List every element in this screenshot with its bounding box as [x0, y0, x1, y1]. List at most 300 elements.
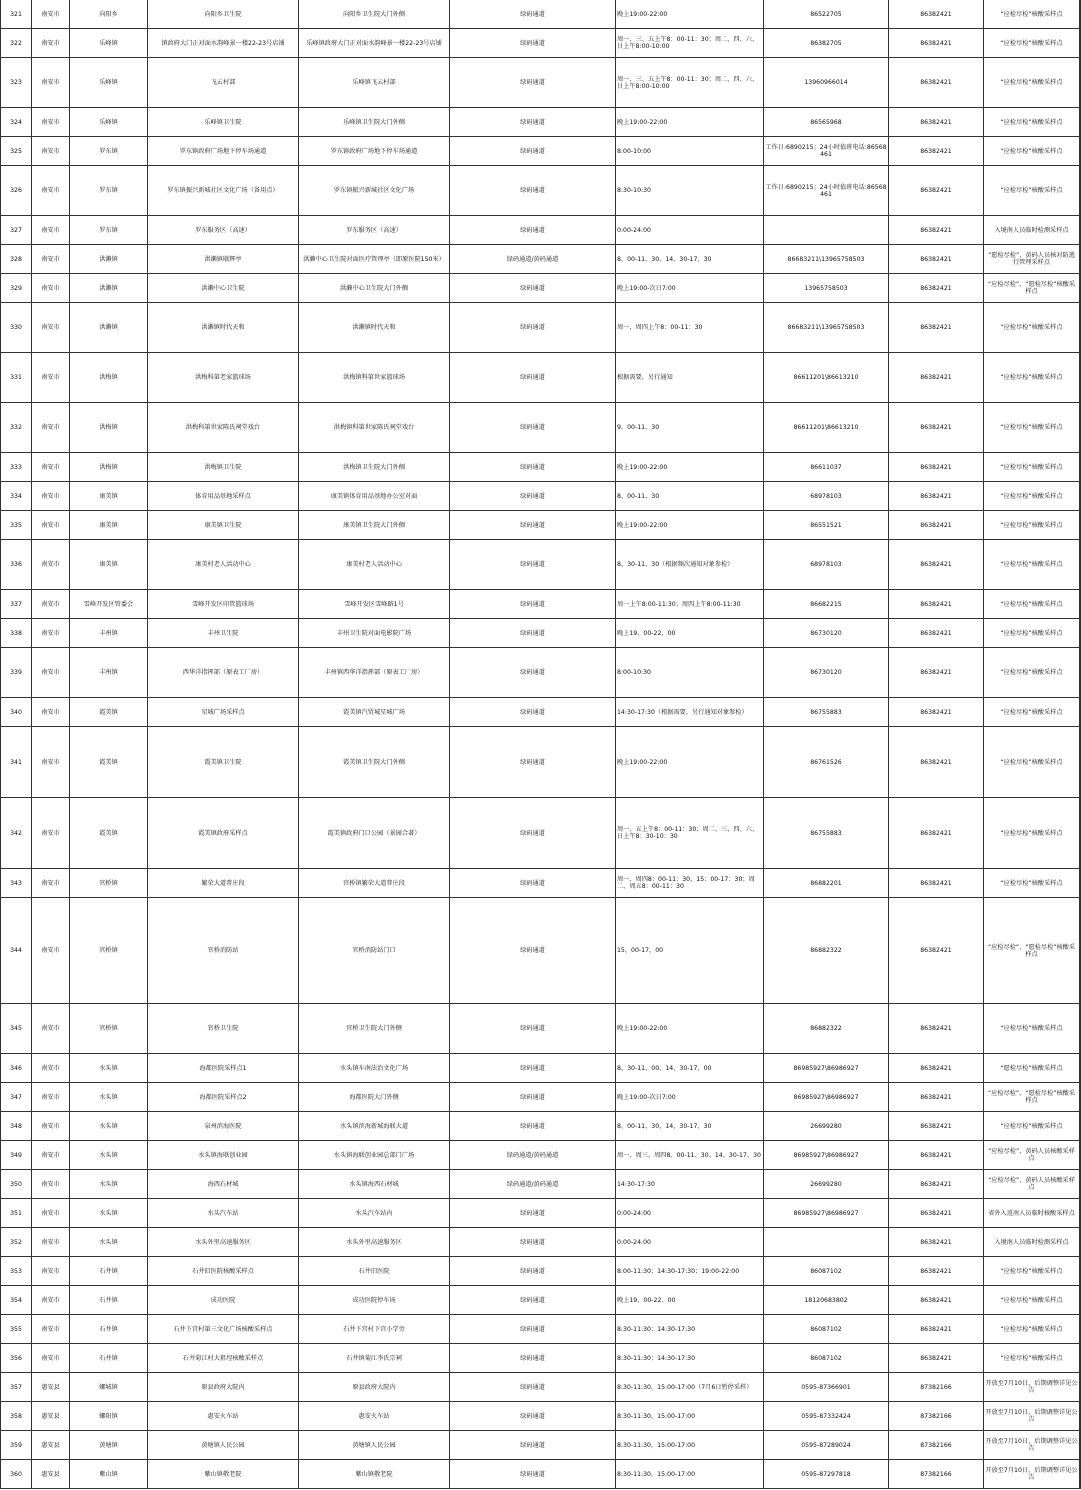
table-row [1, 727, 1081, 798]
city-cell: 南安市 [32, 1257, 70, 1286]
row-number: 351 [1, 1199, 32, 1228]
row-number: 347 [1, 1083, 32, 1112]
table-row [1, 798, 1081, 869]
phone-cell: 工作日:6890215；24小时值班电话:86568461 [764, 166, 889, 216]
row-number: 340 [1, 698, 32, 727]
site-name-cell: 洪濑镇时代天和 [148, 303, 299, 353]
sampling-mode-cell [1080, 1373, 1081, 1402]
channel-cell: 绿码通道 [450, 648, 616, 698]
table-row [1, 590, 1081, 619]
site-type-cell: “应检尽检”核酸采样点 [984, 1257, 1080, 1286]
site-name-cell: 康美村老人活动中心 [148, 540, 299, 590]
address-cell: 丰州卫生院对面电影院广场 [299, 619, 450, 648]
city-cell: 南安市 [32, 403, 70, 453]
channel-cell: 绿码通道 [450, 1315, 616, 1344]
city-cell: 南安市 [32, 1112, 70, 1141]
row-number: 322 [1, 29, 32, 58]
address-cell: 乐峰镇飞云村部 [299, 58, 450, 108]
row-number: 337 [1, 590, 32, 619]
town-cell: 紫山镇 [70, 1460, 148, 1489]
address-cell: 洪梅镇卫生院大门外侧 [299, 453, 450, 482]
site-type-cell: “应检尽检”核酸采样点 [984, 698, 1080, 727]
city-cell: 南安市 [32, 137, 70, 166]
site-name-cell: 康美镇卫生院 [148, 511, 299, 540]
phone-cell: 86683211\13965758503 [764, 303, 889, 353]
table-row [1, 648, 1081, 698]
table-row [1, 1170, 1081, 1199]
phone-cell: 86382705 [764, 29, 889, 58]
phone-cell: 26699280 [764, 1170, 889, 1199]
town-cell: 石井镇 [70, 1257, 148, 1286]
site-name-cell: 雪峰开发区印管篮球场 [148, 590, 299, 619]
supervision-phone-cell: 86382421 [889, 453, 984, 482]
town-cell: 水头镇 [70, 1141, 148, 1170]
site-type-cell: “应检尽检”核酸采样点 [984, 58, 1080, 108]
town-cell: 螺城镇 [70, 1373, 148, 1402]
site-name-cell: 洪濑镇联辉亭 [148, 245, 299, 274]
supervision-phone-cell: 87382166 [889, 1373, 984, 1402]
address-cell: 紫山镇敬老院 [299, 1460, 450, 1489]
table-row [1, 303, 1081, 353]
row-number: 329 [1, 274, 32, 303]
hours-cell: 8:30-11:30，15:00-17:00 [616, 1402, 764, 1431]
table-row [1, 698, 1081, 727]
supervision-phone-cell: 86382421 [889, 353, 984, 403]
hours-cell: 晚上19:00-22:00 [616, 727, 764, 798]
hours-cell: 14:30-17:30 [616, 1170, 764, 1199]
sampling-mode-cell [1080, 727, 1081, 798]
address-cell: 水头镇车南法治文化广场 [299, 1054, 450, 1083]
town-cell: 康美镇 [70, 482, 148, 511]
address-cell: 洪濑中心卫生院大门外侧 [299, 274, 450, 303]
row-number: 343 [1, 869, 32, 898]
site-type-cell: “应检尽检”核酸采样点 [984, 798, 1080, 869]
site-name-cell: 繁荣大道普庄段 [148, 869, 299, 898]
sampling-mode-cell [1080, 453, 1081, 482]
table-row [1, 0, 1081, 29]
hours-cell: 晚上19:00-22:00 [616, 108, 764, 137]
sampling-mode-cell [1080, 353, 1081, 403]
hours-cell: 8:30-11:30；14:30-17:30 [616, 1315, 764, 1344]
sampling-mode-cell [1080, 1228, 1081, 1257]
channel-cell: 绿码通道 [450, 1431, 616, 1460]
site-name-cell: 水头外里高速服务区 [148, 1228, 299, 1257]
town-cell: 雪峰开发区管委会 [70, 590, 148, 619]
address-cell: 海都医院大门外侧 [299, 1083, 450, 1112]
site-name-cell: 泉州滨海医院 [148, 1112, 299, 1141]
table-row [1, 511, 1081, 540]
address-cell: 官桥消防站门口 [299, 898, 450, 1004]
hours-cell: 根据需要，另行通知 [616, 353, 764, 403]
phone-cell: 86087102 [764, 1257, 889, 1286]
site-type-cell: “应检尽检”核酸采样点 [984, 648, 1080, 698]
city-cell: 南安市 [32, 216, 70, 245]
sampling-mode-cell [1080, 274, 1081, 303]
sampling-mode-cell [1080, 1460, 1081, 1489]
phone-cell: 0595-87289024 [764, 1431, 889, 1460]
row-number: 331 [1, 353, 32, 403]
table-row [1, 1228, 1081, 1257]
phone-cell: 86882201 [764, 869, 889, 898]
town-cell: 丰州镇 [70, 619, 148, 648]
town-cell: 乐峰镇 [70, 108, 148, 137]
site-name-cell: 水头汽车站 [148, 1199, 299, 1228]
town-cell: 丰州镇 [70, 648, 148, 698]
address-cell: 罗东服务区（高速） [299, 216, 450, 245]
city-cell: 南安市 [32, 166, 70, 216]
channel-cell: 绿码通道 [450, 1286, 616, 1315]
site-type-cell: “应检尽检”核酸采样点 [984, 137, 1080, 166]
hours-cell: 8、00-11、30、14、30-17、30 [616, 245, 764, 274]
city-cell: 南安市 [32, 1315, 70, 1344]
hours-cell: 15、00-17、00 [616, 898, 764, 1004]
supervision-phone-cell: 86382421 [889, 727, 984, 798]
sampling-mode-cell [1080, 1315, 1081, 1344]
channel-cell: 绿码通道 [450, 1344, 616, 1373]
table-row [1, 1141, 1081, 1170]
row-number: 360 [1, 1460, 32, 1489]
town-cell: 洪濑镇 [70, 274, 148, 303]
row-number: 353 [1, 1257, 32, 1286]
supervision-phone-cell: 86382421 [889, 1054, 984, 1083]
phone-cell: 26699280 [764, 1112, 889, 1141]
site-type-cell: “应检尽检”、黄码人员核酸采样点 [984, 1141, 1080, 1170]
channel-cell: 绿码通道 [450, 453, 616, 482]
sampling-mode-cell [1080, 898, 1081, 1004]
table-row [1, 108, 1081, 137]
table-row [1, 1460, 1081, 1489]
site-type-cell: “愿检尽检”、黄码人员核对防逃行管理采样点 [984, 245, 1080, 274]
channel-cell: 绿码通道 [450, 1460, 616, 1489]
site-type-cell: 开放至7月10日，后期调整详见公告 [984, 1402, 1080, 1431]
sampling-mode-cell [1080, 108, 1081, 137]
row-number: 336 [1, 540, 32, 590]
sampling-mode-cell [1080, 1054, 1081, 1083]
hours-cell: 周一、五上午8：00-11：30；周二、三、四、六、日上午8：30-10：30 [616, 798, 764, 869]
hours-cell: 8、30-11、30（根据频次通知对象参检） [616, 540, 764, 590]
sampling-mode-cell [1080, 303, 1081, 353]
city-cell: 南安市 [32, 1054, 70, 1083]
town-cell: 官桥镇 [70, 869, 148, 898]
town-cell: 洪濑镇 [70, 245, 148, 274]
address-cell: 乐峰镇政府大门正对面水韵峰景一楼22-23号店铺 [299, 29, 450, 58]
hours-cell: 8:00-10:30 [616, 648, 764, 698]
phone-cell: 68978103 [764, 482, 889, 511]
address-cell: 惠安火车站 [299, 1402, 450, 1431]
address-cell: 丰州镇西华洋指挥部（原表工厂房） [299, 648, 450, 698]
supervision-phone-cell: 86382421 [889, 137, 984, 166]
hours-cell: 8:00-10:00 [616, 137, 764, 166]
site-name-cell: 黄塘镇人民公园 [148, 1431, 299, 1460]
address-cell: 雪峰开发区雪峰路1号 [299, 590, 450, 619]
city-cell: 南安市 [32, 1004, 70, 1054]
supervision-phone-cell: 86382421 [889, 1083, 984, 1112]
phone-cell: 86611201\86613210 [764, 353, 889, 403]
row-number: 341 [1, 727, 32, 798]
city-cell: 南安市 [32, 698, 70, 727]
address-cell: 官桥卫生院大门外侧 [299, 1004, 450, 1054]
site-name-cell: 海都医院采样点2 [148, 1083, 299, 1112]
site-name-cell: 紫山镇敬老院 [148, 1460, 299, 1489]
supervision-phone-cell: 86382421 [889, 1228, 984, 1257]
supervision-phone-cell: 86382421 [889, 1141, 984, 1170]
table-row [1, 453, 1081, 482]
row-number: 321 [1, 0, 32, 29]
address-cell: 原县政府大院内 [299, 1373, 450, 1402]
channel-cell: 绿码通道 [450, 798, 616, 869]
site-name-cell: 洪梅科第世家陈氏祠堂戏台 [148, 403, 299, 453]
phone-cell: 86985927\86986927 [764, 1083, 889, 1112]
row-number: 355 [1, 1315, 32, 1344]
sampling-mode-cell [1080, 698, 1081, 727]
address-cell: 水头镇滨海新城海联大道 [299, 1112, 450, 1141]
channel-cell: 绿码通道/黄码通道 [450, 1141, 616, 1170]
site-type-cell: “应检尽检”、“愿检尽检”核酸采样点 [984, 1083, 1080, 1112]
supervision-phone-cell: 86382421 [889, 1257, 984, 1286]
city-cell: 南安市 [32, 274, 70, 303]
row-number: 345 [1, 1004, 32, 1054]
phone-cell: 86882322 [764, 1004, 889, 1054]
city-cell: 惠安县 [32, 1373, 70, 1402]
site-name-cell: 海西石材城 [148, 1170, 299, 1199]
site-type-cell: “应检尽检”、黄码人员核酸采样点 [984, 1170, 1080, 1199]
hours-cell: 8:30-11:30，15:00-17:00 [616, 1460, 764, 1489]
sampling-mode-cell [1080, 1170, 1081, 1199]
table-row [1, 403, 1081, 453]
row-number: 348 [1, 1112, 32, 1141]
site-type-cell: “应检尽检”核酸采样点 [984, 1315, 1080, 1344]
supervision-phone-cell: 86382421 [889, 403, 984, 453]
address-cell: 水头外里高速服务区 [299, 1228, 450, 1257]
table-row [1, 1004, 1081, 1054]
table-row [1, 274, 1081, 303]
address-cell: 石井旧医院 [299, 1257, 450, 1286]
town-cell: 洪梅镇 [70, 403, 148, 453]
supervision-phone-cell: 86382421 [889, 1004, 984, 1054]
phone-cell: 13965758503 [764, 274, 889, 303]
site-name-cell: 洪梅科第老家篮球场 [148, 353, 299, 403]
hours-cell: 8、00-11、30 [616, 482, 764, 511]
site-type-cell: “应检尽检”核酸采样点 [984, 353, 1080, 403]
channel-cell: 绿码通道 [450, 869, 616, 898]
town-cell: 乐峰镇 [70, 29, 148, 58]
site-type-cell: “应检尽检”核酸采样点 [984, 1286, 1080, 1315]
supervision-phone-cell: 86382421 [889, 619, 984, 648]
site-name-cell: 罗东镇政府广场地下停车场通道 [148, 137, 299, 166]
sampling-mode-cell [1080, 137, 1081, 166]
city-cell: 南安市 [32, 798, 70, 869]
site-name-cell: 成功医院 [148, 1286, 299, 1315]
town-cell: 霞美镇 [70, 727, 148, 798]
site-type-cell: “愿检尽检”核酸采样点 [984, 1054, 1080, 1083]
hours-cell: 周一、周四上午8：00-11：30 [616, 303, 764, 353]
town-cell: 洪梅镇 [70, 453, 148, 482]
hours-cell: 8:30-11:30，15:00-17:00 [616, 1431, 764, 1460]
supervision-phone-cell: 86382421 [889, 869, 984, 898]
row-number: 352 [1, 1228, 32, 1257]
address-cell: 洪濑中心卫生院对面医疗管理亭（即原医院150米） [299, 245, 450, 274]
address-cell: 官桥镇繁荣大道普庄段 [299, 869, 450, 898]
phone-cell: 86611037 [764, 453, 889, 482]
row-number: 335 [1, 511, 32, 540]
row-number: 324 [1, 108, 32, 137]
site-name-cell: 罗东镇振兴新城社区文化广场（备用点） [148, 166, 299, 216]
city-cell: 南安市 [32, 898, 70, 1004]
site-name-cell: 霞美镇卫生院 [148, 727, 299, 798]
supervision-phone-cell: 86382421 [889, 898, 984, 1004]
sampling-mode-cell [1080, 1141, 1081, 1170]
site-name-cell: 洪梅镇卫生院 [148, 453, 299, 482]
supervision-phone-cell: 86382421 [889, 108, 984, 137]
channel-cell: 绿码通道 [450, 274, 616, 303]
phone-cell: 86087102 [764, 1315, 889, 1344]
supervision-phone-cell: 86382421 [889, 1170, 984, 1199]
site-name-cell: 水头镇海联创业园 [148, 1141, 299, 1170]
row-number: 334 [1, 482, 32, 511]
table-row [1, 353, 1081, 403]
site-type-cell: “应检尽检”核酸采样点 [984, 1344, 1080, 1373]
town-cell: 石井镇 [70, 1286, 148, 1315]
row-number: 357 [1, 1373, 32, 1402]
table-row [1, 58, 1081, 108]
table-row [1, 482, 1081, 511]
town-cell: 官桥镇 [70, 898, 148, 1004]
town-cell: 洪濑镇 [70, 303, 148, 353]
hours-cell: 晚上19:00-22:00 [616, 1004, 764, 1054]
row-number: 342 [1, 798, 32, 869]
sampling-mode-cell [1080, 511, 1081, 540]
supervision-phone-cell: 86382421 [889, 1315, 984, 1344]
channel-cell: 绿码通道 [450, 511, 616, 540]
address-cell: 洪濑镇时代天和 [299, 303, 450, 353]
city-cell: 南安市 [32, 590, 70, 619]
channel-cell: 绿码通道 [450, 58, 616, 108]
supervision-phone-cell: 86382421 [889, 0, 984, 29]
sampling-mode-cell [1080, 1344, 1081, 1373]
phone-cell: 86985927\86986927 [764, 1054, 889, 1083]
phone-cell: 86522705 [764, 0, 889, 29]
phone-cell: 86565968 [764, 108, 889, 137]
row-number: 346 [1, 1054, 32, 1083]
hours-cell: 晚上19、00-22、00 [616, 619, 764, 648]
row-number: 359 [1, 1431, 32, 1460]
site-name-cell: 石井下宫村第三文化广场核酸采样点 [148, 1315, 299, 1344]
sampling-mode-cell [1080, 166, 1081, 216]
table-row [1, 1054, 1081, 1083]
sampling-mode-cell [1080, 1286, 1081, 1315]
row-number: 327 [1, 216, 32, 245]
site-name-cell: 飞云村部 [148, 58, 299, 108]
channel-cell: 绿码通道 [450, 1402, 616, 1431]
table-row [1, 166, 1081, 216]
city-cell: 南安市 [32, 869, 70, 898]
table-row [1, 619, 1081, 648]
town-cell: 罗东镇 [70, 137, 148, 166]
town-cell: 水头镇 [70, 1170, 148, 1199]
city-cell: 南安市 [32, 245, 70, 274]
channel-cell: 绿码通道 [450, 698, 616, 727]
town-cell: 黄塘镇 [70, 1431, 148, 1460]
channel-cell: 绿码通道 [450, 353, 616, 403]
sampling-mode-cell [1080, 1402, 1081, 1431]
address-cell: 康美镇卫生院大门外侧 [299, 511, 450, 540]
hours-cell: 晚上19:00-次日7:00 [616, 1083, 764, 1112]
sampling-mode-cell [1080, 403, 1081, 453]
phone-cell [764, 216, 889, 245]
town-cell: 康美镇 [70, 540, 148, 590]
city-cell: 南安市 [32, 1083, 70, 1112]
phone-cell: 86985927\86986927 [764, 1199, 889, 1228]
address-cell: 罗东镇振兴新城社区文化广场 [299, 166, 450, 216]
table-row [1, 1199, 1081, 1228]
address-cell: 石井镇菊江李氏宗祠 [299, 1344, 450, 1373]
phone-cell: 工作日:6890215；24小时值班电话:86568461 [764, 137, 889, 166]
channel-cell: 绿码通道 [450, 303, 616, 353]
site-name-cell: 海都医院采样点1 [148, 1054, 299, 1083]
sampling-mode-cell [1080, 1257, 1081, 1286]
phone-cell: 86755883 [764, 798, 889, 869]
town-cell: 康美镇 [70, 511, 148, 540]
supervision-phone-cell: 86382421 [889, 58, 984, 108]
site-name-cell: 官桥卫生院 [148, 1004, 299, 1054]
hours-cell: 晚上19:00-22:00 [616, 511, 764, 540]
hours-cell: 周一、周四8：00-11：30，15：00-17：30；周二、周五8：00-11：30 [616, 869, 764, 898]
channel-cell: 绿码通道 [450, 1112, 616, 1141]
sampling-mode-cell [1080, 482, 1081, 511]
address-cell: 石井下宫村下宫小学旁 [299, 1315, 450, 1344]
row-number: 330 [1, 303, 32, 353]
city-cell: 南安市 [32, 1170, 70, 1199]
address-cell: 罗东镇政府广场地下停车场通道 [299, 137, 450, 166]
phone-cell: 86683211\13965758503 [764, 245, 889, 274]
site-type-cell: “应检尽检”核酸采样点 [984, 108, 1080, 137]
hours-cell: 8、30-11、00、14、30-17、00 [616, 1054, 764, 1083]
table-row [1, 1112, 1081, 1141]
site-type-cell: “应检尽检”核酸采样点 [984, 540, 1080, 590]
supervision-phone-cell: 86382421 [889, 216, 984, 245]
phone-cell: 86551521 [764, 511, 889, 540]
city-cell: 南安市 [32, 29, 70, 58]
phone-cell: 18120683802 [764, 1286, 889, 1315]
site-name-cell: 体育用品基地采样点 [148, 482, 299, 511]
town-cell: 官桥镇 [70, 1004, 148, 1054]
sampling-mode-cell [1080, 216, 1081, 245]
town-cell: 向阳乡 [70, 0, 148, 29]
row-number: 349 [1, 1141, 32, 1170]
address-cell: 洪梅镇科第世家陈氏祠堂戏台 [299, 403, 450, 453]
city-cell: 南安市 [32, 1141, 70, 1170]
table-row [1, 216, 1081, 245]
site-name-cell: 官桥消防站 [148, 898, 299, 1004]
supervision-phone-cell: 87382166 [889, 1460, 984, 1489]
hours-cell: 晚上19、00-22、00 [616, 1286, 764, 1315]
sampling-mode-cell [1080, 1083, 1081, 1112]
table-row [1, 540, 1081, 590]
hours-cell: 0:00-24:00 [616, 216, 764, 245]
site-name-cell: 星城广场采样点 [148, 698, 299, 727]
city-cell: 南安市 [32, 0, 70, 29]
row-number: 328 [1, 245, 32, 274]
hours-cell: 9、00-11、30 [616, 403, 764, 453]
sampling-mode-cell [1080, 1431, 1081, 1460]
town-cell: 石井镇 [70, 1315, 148, 1344]
hours-cell: 周一、三、五上午8：00-11：30；周二、四、六、日上午8:00-10:00 [616, 29, 764, 58]
row-number: 350 [1, 1170, 32, 1199]
hours-cell: 0:00-24:00 [616, 1199, 764, 1228]
channel-cell: 绿码通道 [450, 1199, 616, 1228]
channel-cell: 绿码通道 [450, 1257, 616, 1286]
supervision-phone-cell: 86382421 [889, 540, 984, 590]
